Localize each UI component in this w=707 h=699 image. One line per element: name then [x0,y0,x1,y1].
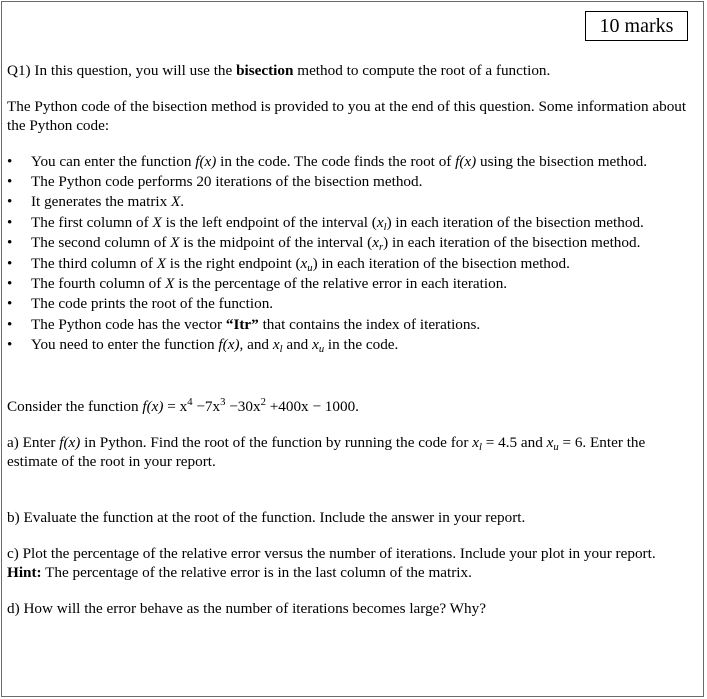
math-sub-r: r [378,242,384,254]
itr-vector-name: “Itr” [225,315,259,333]
function-definition [7,397,697,416]
bullet-text: is the right endpoint ( [165,254,301,272]
bullet-dot: • [7,275,13,293]
bullet-text: , and [239,336,273,354]
bullet-text: The fourth column of [31,275,166,293]
bullet-text: ) in each iteration of the bisection method. [312,254,570,272]
math-X: X [152,213,162,231]
math-X: X [156,254,166,272]
math-fx: f(x) [195,153,217,170]
bullet-item [7,315,697,335]
bullet-item [7,172,697,192]
bullet-dot: • [7,295,13,313]
math-sub-u: u [553,441,559,453]
bullet-text: The code prints the root of the function. [31,295,274,313]
power-4: 4 [187,396,193,408]
math-fx: f(x) [142,397,164,415]
part-a-text: = 4.5 and [481,433,547,451]
q1-intro-suffix: method to compute the root of a function. [293,62,551,79]
bullet-item [7,274,697,294]
q1-intro [7,61,697,80]
bullet-dot: • [7,315,13,333]
math-sub-l: l [478,441,482,453]
part-a-text: a) Enter [7,433,60,451]
q1-intro-prefix: Q1) In this question, you will use the [7,62,237,79]
info-bullet-list [7,152,697,356]
bullet-text: is the percentage of the relative error in each iteration. [174,275,508,293]
consider-prefix: Consider the function [7,397,143,415]
eq-term: −30x [225,397,261,415]
bullet-text: It generates the matrix [31,193,172,211]
bullet-item [7,254,697,274]
math-x: x [472,433,479,451]
part-c: c) Plot the percentage of the relative error versus the number of iterations. Include your plot in your report. [7,544,656,562]
bullet-dot: • [7,153,13,170]
bullet-text: ) in each iteration of the bisection method. [386,213,644,231]
hint-label: Hint: [7,563,42,581]
bullet-text: The second column of [31,234,171,252]
bullet-text: using the bisection method. [476,153,648,170]
python-info: The Python code of the bisection method is provided to you at the end of this question. Some information about the Python code: [7,98,687,134]
eq-term: +400x − 1000. [265,397,359,415]
math-x: x [376,213,384,231]
bullet-text: is the left endpoint of the interval ( [161,213,377,231]
bullet-text: You can enter the function [31,153,196,170]
bullet-dot: • [7,336,13,354]
part-a-text: in Python. Find the root of the function by running the code for [80,433,473,451]
bullet-item [7,233,697,253]
bullet-dot: • [7,193,13,211]
math-fx: f(x) [455,153,477,170]
math-fx: f(x) [59,433,81,451]
math-sub-l: l [279,344,283,356]
bullet-dot: • [7,213,13,231]
math-x: x [272,336,280,354]
question-content [7,61,697,618]
bullet-item [7,152,697,172]
marks-label: 10 marks [599,15,674,37]
math-x: x [312,336,319,354]
power-2: 2 [260,396,266,408]
math-x: x [300,254,308,272]
math-fx: f(x) [218,336,240,354]
bullet-dot: • [7,173,13,190]
bullet-item [7,335,697,355]
part-a [7,433,693,471]
bullet-text: in the code. The code finds the root of [216,153,456,170]
eq-term: −7x [192,397,221,415]
bullet-item: • It generates the matrix X. [7,192,697,212]
math-X: X [171,193,181,211]
marks-box [585,11,688,41]
bullet-item [7,294,697,314]
bullet-dot: • [7,234,13,252]
bullet-text: is the midpoint of the interval ( [179,234,373,252]
math-x: x [546,433,554,451]
math-X: X [165,275,175,293]
bullet-text: The Python code has the vector [31,315,226,333]
bullet-item [7,213,697,233]
math-sub-l: l [383,221,387,233]
bullet-text: You need to enter the function [31,336,219,354]
bullet-dot: • [7,254,13,272]
part-d: d) How will the error behave as the number of iterations becomes large? Why? [7,599,486,617]
part-b: b) Evaluate the function at the root of the function. Include the answer in your report. [7,508,526,526]
bullet-text: The third column of [31,254,157,272]
bullet-text: The first column of [31,213,153,231]
bullet-text: ) in each iteration of the bisection method. [383,234,641,252]
bullet-text: that contains the index of iterations. [258,315,481,333]
hint-text: The percentage of the relative error is in the last column of the matrix. [41,563,472,581]
power-3: 3 [220,396,226,408]
eq-term: = x [163,397,188,415]
math-x: x [372,234,379,252]
q1-intro-bold: bisection [236,62,294,79]
hint [7,563,697,582]
bullet-text: The Python code performs 20 iterations of the bisection method. [31,173,423,190]
bullet-text: in the code. [324,336,399,354]
math-sub-u: u [318,344,325,356]
bullet-text: and [282,336,313,354]
part-a-text: = 6. Enter the estimate of the root in your report. [7,433,646,470]
math-sub-u: u [307,262,313,274]
math-X: X [170,234,180,252]
